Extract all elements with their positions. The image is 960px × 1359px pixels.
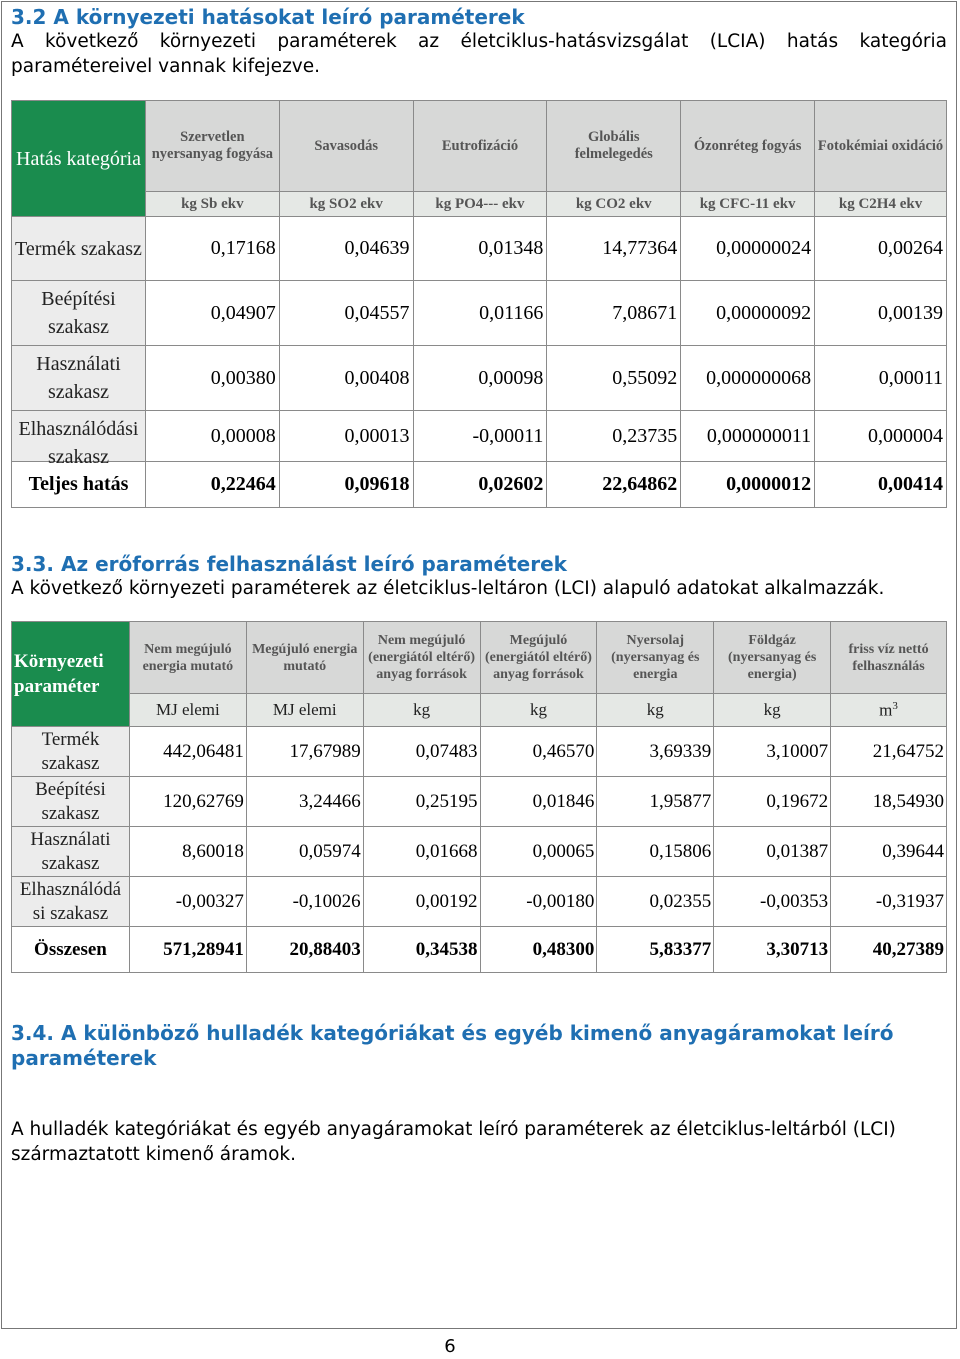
unit-cell: kg — [480, 694, 597, 727]
unit-cell: kg PO4--- ekv — [413, 192, 547, 217]
value-cell: 0,00139 — [815, 281, 947, 346]
total-row — [12, 927, 947, 973]
column-header: Eutrofizáció — [413, 101, 547, 192]
total-value: 571,28941 — [129, 927, 246, 973]
value-cell: 0,55092 — [547, 346, 681, 411]
total-value: 0,22464 — [145, 462, 279, 508]
row-label: Termék szakasz — [12, 727, 130, 777]
value-cell: 14,77364 — [547, 217, 681, 281]
value-cell: 0,05974 — [246, 827, 363, 877]
value-cell: 0,000000068 — [681, 346, 815, 411]
section-3-3-intro: A következő környezeti paraméterek az életciklus-leltáron (LCI) alapuló adatokat alkalmazzák. — [11, 578, 885, 599]
total-value: 22,64862 — [547, 462, 681, 508]
value-cell: -0,00327 — [129, 877, 246, 927]
unit-cell: kg CO2 ekv — [547, 192, 681, 217]
value-cell: 0,17168 — [145, 217, 279, 281]
column-header: Nem megújuló (energiától eltérő) anyag források — [363, 622, 480, 694]
value-cell: 0,00011 — [815, 346, 947, 411]
value-cell: 0,00264 — [815, 217, 947, 281]
value-cell: 0,46570 — [480, 727, 597, 777]
value-cell: 18,54930 — [831, 777, 947, 827]
value-cell: 0,00013 — [279, 411, 413, 462]
value-cell: 3,10007 — [714, 727, 831, 777]
value-cell: 0,01387 — [714, 827, 831, 877]
row-label: Termék szakasz — [12, 217, 146, 281]
unit-cell — [831, 694, 947, 727]
value-cell: 0,01668 — [363, 827, 480, 877]
unit-cell: kg CFC-11 ekv — [681, 192, 815, 217]
value-cell: 0,00008 — [145, 411, 279, 462]
value-cell: -0,00353 — [714, 877, 831, 927]
table-row — [12, 777, 947, 827]
table-corner-label: Hatás kategória — [12, 101, 146, 217]
unit-cell: kg — [714, 694, 831, 727]
column-header: friss víz nettó felhasználás — [831, 622, 947, 694]
value-cell: 0,00000092 — [681, 281, 815, 346]
value-cell: 3,69339 — [597, 727, 714, 777]
table-corner-label: Környezeti paraméter — [12, 622, 130, 727]
column-header: Megújuló energia mutató — [246, 622, 363, 694]
value-cell: -0,10026 — [246, 877, 363, 927]
column-header: Nem megújuló energia mutató — [129, 622, 246, 694]
value-cell: 0,19672 — [714, 777, 831, 827]
column-header: Nyersolaj (nyersanyag és energia — [597, 622, 714, 694]
column-header: Ózonréteg fogyás — [681, 101, 815, 192]
table-row — [12, 346, 947, 411]
value-cell: 0,04907 — [145, 281, 279, 346]
value-cell: 3,24466 — [246, 777, 363, 827]
value-cell: 0,01348 — [413, 217, 547, 281]
value-cell: 0,000000011 — [681, 411, 815, 462]
value-cell: 8,60018 — [129, 827, 246, 877]
value-cell: 0,00098 — [413, 346, 547, 411]
value-cell: 0,00065 — [480, 827, 597, 877]
value-cell: 17,67989 — [246, 727, 363, 777]
column-header: Szervetlen nyersanyag fogyása — [145, 101, 279, 192]
section-3-2-intro: A következő környezeti paraméterek az életciklus-hatásvizsgálat (LCIA) hatás kategória paramétereivel vannak kifejezve. — [11, 31, 947, 77]
unit-cell: kg SO2 ekv — [279, 192, 413, 217]
column-header: Földgáz (nyersanyag és energia) — [714, 622, 831, 694]
value-cell: 0,39644 — [831, 827, 947, 877]
row-label: Beépítési szakasz — [12, 777, 130, 827]
total-value: 0,02602 — [413, 462, 547, 508]
value-cell: 0,25195 — [363, 777, 480, 827]
unit-cell: kg — [363, 694, 480, 727]
value-cell: 21,64752 — [831, 727, 947, 777]
resource-use-table — [11, 621, 947, 973]
column-header: Fotokémiai oxidáció — [815, 101, 947, 192]
value-cell: 0,000004 — [815, 411, 947, 462]
table-row — [12, 877, 947, 927]
unit-cell: kg Sb ekv — [145, 192, 279, 217]
unit-cell: MJ elemi — [129, 694, 246, 727]
total-label: Teljes hatás — [12, 462, 146, 508]
row-label: Használati szakasz — [12, 346, 146, 411]
total-label: Összesen — [12, 927, 130, 973]
row-label: Használati szakasz — [12, 827, 130, 877]
value-cell: 0,00000024 — [681, 217, 815, 281]
value-cell: -0,00011 — [413, 411, 547, 462]
section-3-2-heading: 3.2 A környezeti hatásokat leíró paraméterek — [11, 5, 525, 29]
total-value: 0,09618 — [279, 462, 413, 508]
value-cell: 0,15806 — [597, 827, 714, 877]
total-value: 0,00414 — [815, 462, 947, 508]
page-number: 6 — [444, 1336, 456, 1357]
total-value: 40,27389 — [831, 927, 947, 973]
column-header: Savasodás — [279, 101, 413, 192]
unit-cell: kg C2H4 ekv — [815, 192, 947, 217]
row-label: Beépítési szakasz — [12, 281, 146, 346]
total-value: 0,0000012 — [681, 462, 815, 508]
impact-category-table — [11, 100, 947, 508]
table-row — [12, 727, 947, 777]
value-cell: -0,31937 — [831, 877, 947, 927]
section-3-4-heading: 3.4. A különböző hulladék kategóriákat és egyéb kimenő anyagáramokat leíró paraméterek — [11, 1021, 894, 1070]
total-row — [12, 462, 947, 508]
column-header: Megújuló (energiától eltérő) anyag források — [480, 622, 597, 694]
unit-superscript: 3 — [892, 699, 898, 712]
total-value: 0,48300 — [480, 927, 597, 973]
column-header: Globális felmelegedés — [547, 101, 681, 192]
value-cell: 0,00380 — [145, 346, 279, 411]
total-value: 20,88403 — [246, 927, 363, 973]
row-label: Elhasználódá si szakasz — [12, 877, 130, 927]
value-cell: 1,95877 — [597, 777, 714, 827]
value-cell: 0,04557 — [279, 281, 413, 346]
section-3-4-intro: A hulladék kategóriákat és egyéb anyagáramokat leíró paraméterek az életciklus-leltárból (LCI) származtatott kimenő áramok. — [11, 1119, 896, 1165]
value-cell: 7,08671 — [547, 281, 681, 346]
value-cell: 0,00408 — [279, 346, 413, 411]
value-cell: 120,62769 — [129, 777, 246, 827]
value-cell: 0,01846 — [480, 777, 597, 827]
value-cell: 0,04639 — [279, 217, 413, 281]
unit-cell: kg — [597, 694, 714, 727]
table-row — [12, 217, 947, 281]
value-cell: -0,00180 — [480, 877, 597, 927]
table-row — [12, 281, 947, 346]
value-cell: 0,23735 — [547, 411, 681, 462]
total-value: 5,83377 — [597, 927, 714, 973]
value-cell: 0,01166 — [413, 281, 547, 346]
unit-text: m — [879, 700, 893, 720]
unit-cell: MJ elemi — [246, 694, 363, 727]
value-cell: 0,00192 — [363, 877, 480, 927]
row-label — [12, 411, 146, 468]
table-row — [12, 827, 947, 877]
total-value: 0,34538 — [363, 927, 480, 973]
row-label-text: Elhasználódási szakasz — [18, 418, 139, 468]
value-cell: 0,07483 — [363, 727, 480, 777]
section-3-3-heading: 3.3. Az erőforrás felhasználást leíró paraméterek — [11, 552, 567, 576]
table-row — [12, 411, 947, 462]
total-value: 3,30713 — [714, 927, 831, 973]
value-cell: 0,02355 — [597, 877, 714, 927]
value-cell: 442,06481 — [129, 727, 246, 777]
